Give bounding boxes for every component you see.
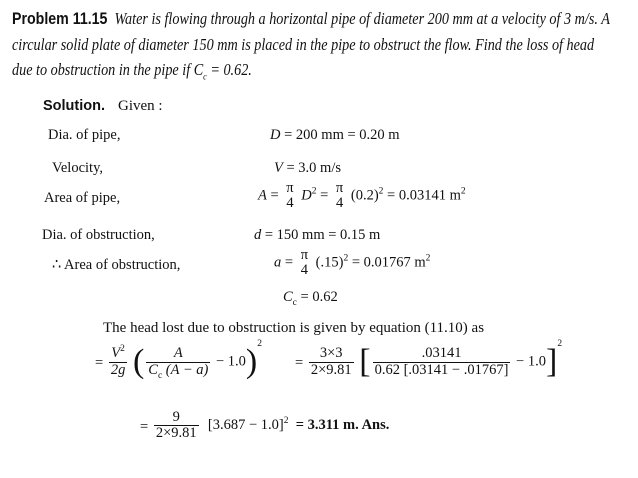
problem-text: Water is flowing through a horizontal pipe of diameter 200 mm at a velocity of 3 m/s. A circular solid plate of diameter 150 mm is placed in the pipe to obstruct the flow. Find the loss of head due to obstruction in the pipe if C <box>12 9 610 79</box>
label-area-pipe: Area of pipe, <box>44 190 121 206</box>
label-area-obstruction: ∴ Area of obstruction, <box>52 257 181 273</box>
label-dia-pipe: Dia. of pipe, <box>48 127 121 143</box>
answer: = 3.311 m. Ans. <box>295 417 390 434</box>
solution-given: Given : <box>118 98 163 114</box>
formula-substituted: = $\frac{3\times 3}{2\times 9.81}$ [ $\frac{.03141}{0.62 [.03141 - .01767]}$ − 1.0]$^2$ <box>295 338 563 380</box>
label-velocity: Velocity, <box>52 160 104 176</box>
formula-result: = $\frac{9}{2\times 9.81}$ $[3.687 - 1.0]^2 = 3.311$ m. Ans. <box>140 409 390 442</box>
problem-number: Problem 11.15 <box>12 10 108 28</box>
formula-general: = $\frac{V^2}{2g}$ ( $\frac{A}{C_c (A - a)}$ − 1.0)$^2$ <box>95 338 262 381</box>
value-cc: $C_c = 0.62$ <box>283 289 338 308</box>
value-dia-obstruction: d = 150 mm = 0.15 m <box>254 227 381 243</box>
statement: The head lost due to obstruction is given by equation (11.10) as <box>103 320 485 336</box>
problem-cc-sub: c <box>203 72 207 83</box>
label-dia-obstruction: Dia. of obstruction, <box>42 227 155 243</box>
problem-statement <box>12 6 614 82</box>
value-velocity: V = 3.0 m/s <box>274 160 341 176</box>
value-dia-pipe: D = 200 mm = 0.20 m <box>270 127 400 143</box>
value-area-obstruction: a = π 4 $(.15)^2 = 0.01767$ $m^2$ <box>274 247 431 279</box>
solution-heading: Solution. <box>43 98 106 114</box>
value-area-pipe: A = π 4 $D^2$ = π 4 $(0.2)^2 = 0.03141$ $m^2$ <box>258 180 466 212</box>
problem-cc-value: = 0.62. <box>206 60 252 79</box>
